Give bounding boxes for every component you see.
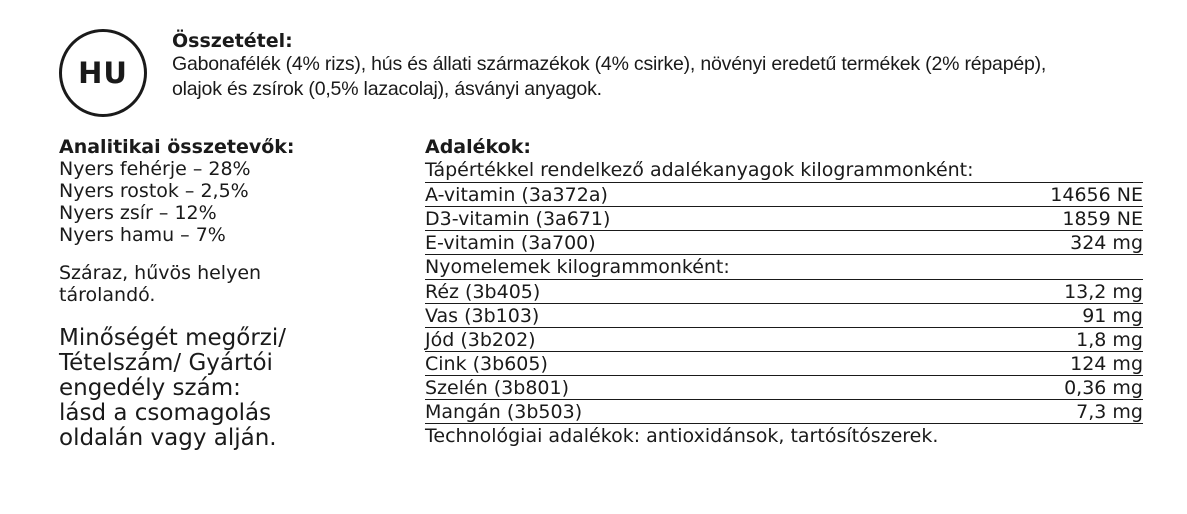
additive-name: Réz (3b405): [425, 281, 541, 303]
additive-value: 0,36 mg: [1064, 377, 1143, 399]
additive-name: Cink (3b605): [425, 353, 548, 375]
storage-instructions: Száraz, hűvös helyen tárolandó.: [59, 262, 262, 306]
table-row: [425, 280, 1143, 304]
best-before-line: Minőségét megőrzi/: [59, 325, 286, 351]
additive-value: 13,2 mg: [1064, 281, 1143, 303]
analytical-item: Nyers hamu – 7%: [59, 224, 226, 246]
best-before-line: lásd a csomagolás: [59, 400, 272, 426]
composition-line-1: Gabonafélék (4% rizs), hús és állati származékok (4% csirke), növényi eredetű termékek (2% répapép),: [172, 53, 1047, 75]
best-before-line: oldalán vagy alján.: [59, 425, 277, 451]
additive-name: E-vitamin (3a700): [425, 232, 596, 254]
additive-value: 14656 NE: [1050, 184, 1143, 206]
composition-section: [172, 30, 1162, 102]
additive-value: 124 mg: [1070, 353, 1143, 375]
technological-additives: Technológiai adalékok: antioxidánsok, tartósítószerek.: [425, 425, 939, 447]
table-row: [425, 231, 1143, 255]
table-row: [425, 183, 1143, 207]
additives-section: [425, 136, 1143, 448]
trace-elements-subhead: Nyomelemek kilogrammonként:: [425, 255, 1143, 280]
language-badge: HU: [59, 29, 147, 117]
additive-value: 91 mg: [1082, 305, 1143, 327]
additive-name: A-vitamin (3a372a): [425, 184, 608, 206]
analytical-item: Nyers rostok – 2,5%: [59, 180, 249, 202]
additive-name: Vas (3b103): [425, 305, 540, 327]
table-row: [425, 352, 1143, 376]
analytical-heading: Analitikai összetevők:: [59, 136, 295, 158]
additive-name: Jód (3b202): [425, 329, 536, 351]
additive-value: 1859 NE: [1062, 208, 1143, 230]
nutritional-additives-subhead: Tápértékkel rendelkező adalékanyagok kilogrammonként:: [425, 158, 1143, 183]
table-row: [425, 376, 1143, 400]
additive-name: Mangán (3b503): [425, 401, 583, 423]
additive-name: Szelén (3b801): [425, 377, 570, 399]
composition-line-2: olajok és zsírok (0,5% lazacolaj), ásványi anyagok.: [172, 78, 602, 100]
additives-heading: Adalékok:: [425, 136, 531, 158]
table-row: [425, 400, 1143, 424]
best-before-note: [59, 326, 359, 451]
analytical-item: Nyers fehérje – 28%: [59, 158, 251, 180]
additive-name: D3-vitamin (3a671): [425, 208, 611, 230]
additive-value: 1,8 mg: [1076, 329, 1143, 351]
analytical-section: [59, 136, 389, 451]
table-row: [425, 328, 1143, 352]
table-row: [425, 304, 1143, 328]
best-before-line: engedély szám:: [59, 375, 241, 401]
composition-heading: Összetétel:: [172, 30, 293, 52]
additive-value: 7,3 mg: [1076, 401, 1143, 423]
best-before-line: Tételszám/ Gyártói: [59, 350, 273, 376]
additive-value: 324 mg: [1070, 232, 1143, 254]
table-row: [425, 207, 1143, 231]
analytical-item: Nyers zsír – 12%: [59, 202, 217, 224]
